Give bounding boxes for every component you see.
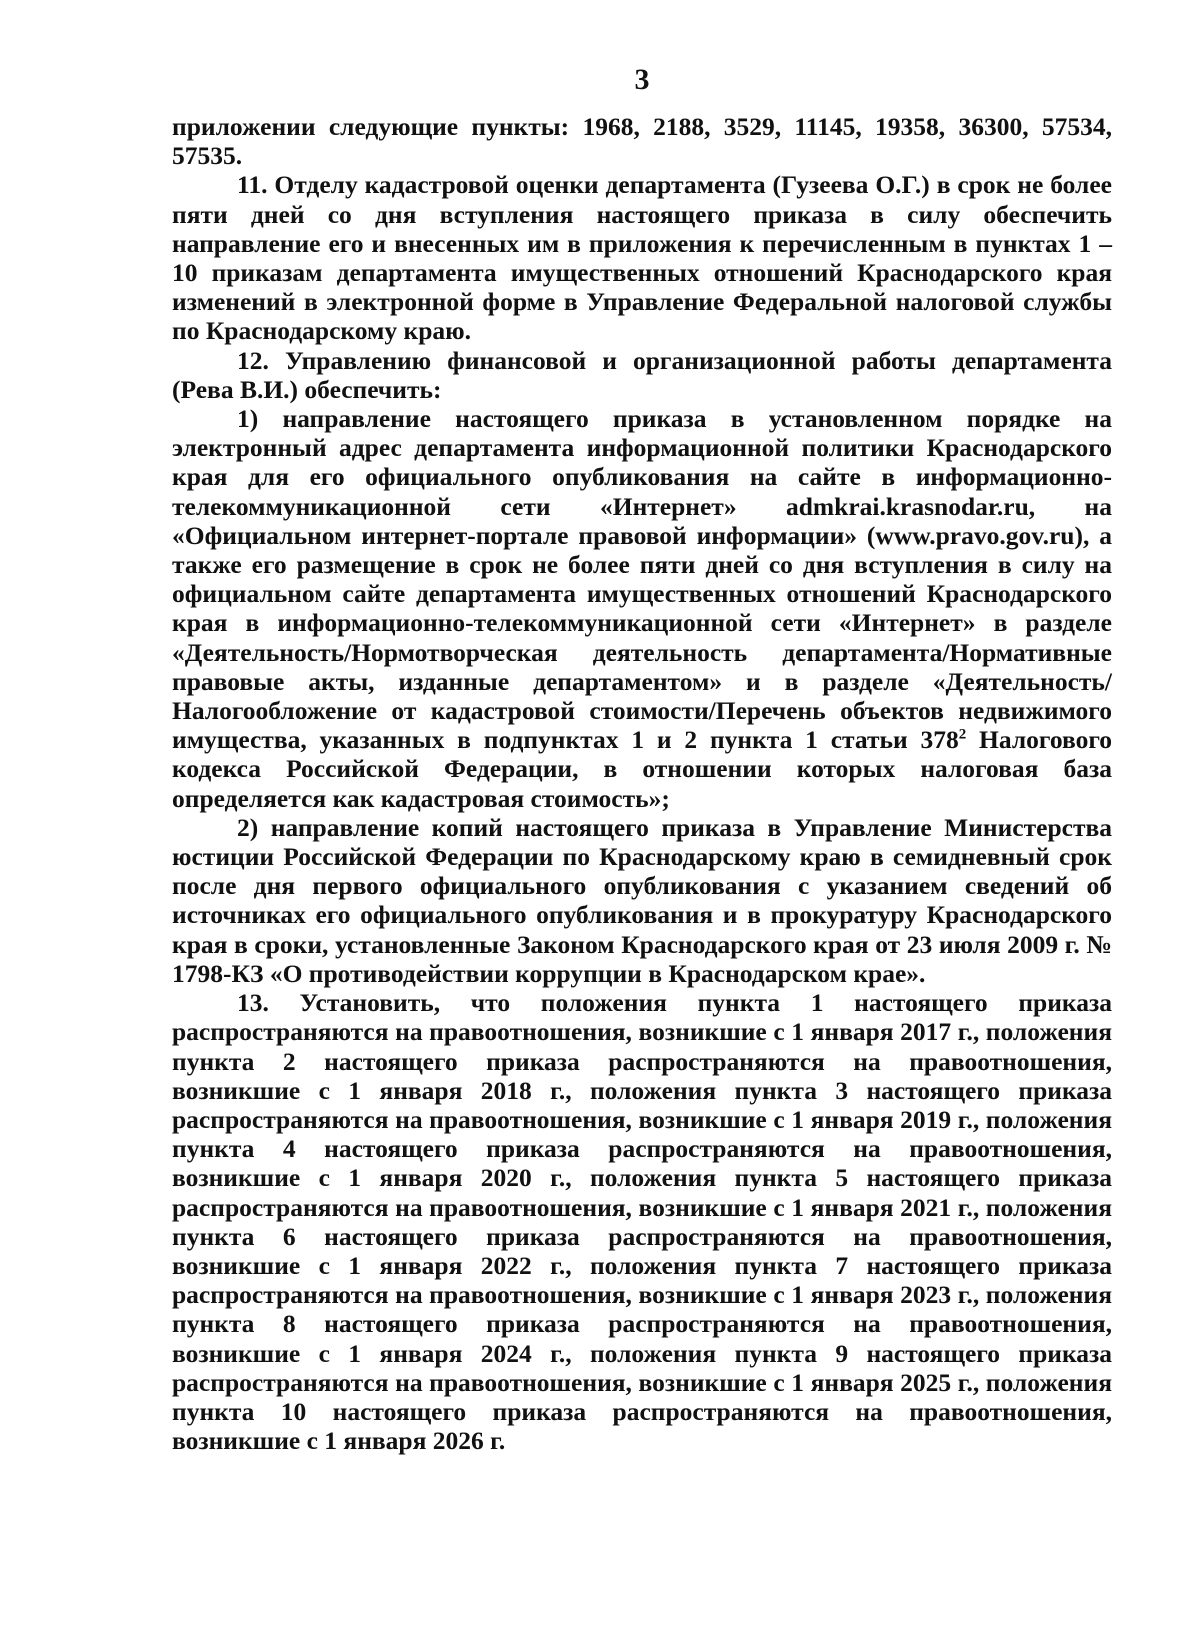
paragraph-12-1-text-start: 1) направление настоящего приказа в установленном порядке на электронный адрес департамента информационной политики Краснодарского края для его официального опубликования на сайте в информационно-телекоммуникационной сети «Интернет» admkrai.krasnodar.ru, на «Официальном интернет-портале правовой информации» (www.pravo.gov.ru), а также его размещение в срок не более пяти дней со дня вступления в силу на официальном сайте департамента имущественных отношений Краснодарского края в информационно-телекоммуникационной сети «Интернет» в разделе «Деятельность/Нормотворческая деятельность департамента/Нормативные правовые акты, изданные департаментом» и в разделе «Деятельность/ Налогообложение от кадастровой стоимости/Перечень объектов недвижимого имущества, указанных в подпунктах 1 и 2 пункта 1 статьи 378: [172, 404, 1112, 755]
article-superscript: 2: [958, 726, 967, 743]
paragraph-12-1-text-end: Налогового кодекса Российской Федерации, в отношении которых налоговая база определяется как кадастровая стоимость»;: [172, 725, 1113, 813]
page-number: 3: [634, 63, 650, 96]
paragraph-12: 12. Управлению финансовой и организационной работы департамента (Рева В.И.) обеспечить:: [172, 345, 1112, 404]
paragraph-13: 13. Установить, что положения пункта 1 настоящего приказа распространяются на правоотношения, возникшие с 1 января 2017 г., положения пункта 2 настоящего приказа распространяются на правоотношения, возникшие с 1 января 2018 г., положения пункта 3 настоящего приказа распространяются на правоотношения, возникшие с 1 января 2019 г., положения пункта 4 настоящего приказа распространяются на правоотношения, возникшие с 1 января 2020 г., положения пункта 5 настоящего приказа распространяются на правоотношения, возникшие с 1 января 2021 г., положения пункта 6 настоящего приказа распространяются на правоотношения, возникшие с 1 января 2022 г., положения пункта 7 настоящего приказа распространяются на правоотношения, возникшие с 1 января 2023 г., положения пункта 8 настоящего приказа распространяются на правоотношения, возникшие с 1 января 2024 г., положения пункта 9 настоящего приказа распространяются на правоотношения, возникшие с 1 января 2025 г., положения пункта 10 настоящего приказа распространяются на правоотношения, возникшие с 1 января 2026 г.: [172, 988, 1112, 1456]
document-page: [172, 60, 1112, 1455]
paragraph-12-2: 2) направление копий настоящего приказа в Управление Министерства юстиции Российской Федерации по Краснодарскому краю в семидневный срок после дня первого официального опубликования с указанием сведений об источниках его официального опубликования и в прокуратуру Краснодарского края в сроки, установленные Законом Краснодарского края от 23 июля 2009 г. № 1798-КЗ «О противодействии коррупции в Краснодарском крае».: [172, 812, 1112, 988]
paragraph-12-1: [172, 404, 1112, 813]
paragraph-11: 11. Отделу кадастровой оценки департамента (Гузеева О.Г.) в срок не более пяти дней со дня вступления настоящего приказа в силу обеспечить направление его и внесенных им в приложения к перечисленным в пунктах 1 – 10 приказам департамента имущественных отношений Краснодарского края изменений в электронной форме в Управление Федеральной налоговой службы по Краснодарскому краю.: [172, 170, 1112, 346]
paragraph-continuation: приложении следующие пункты: 1968, 2188, 3529, 11145, 19358, 36300, 57534, 57535.: [172, 112, 1112, 171]
